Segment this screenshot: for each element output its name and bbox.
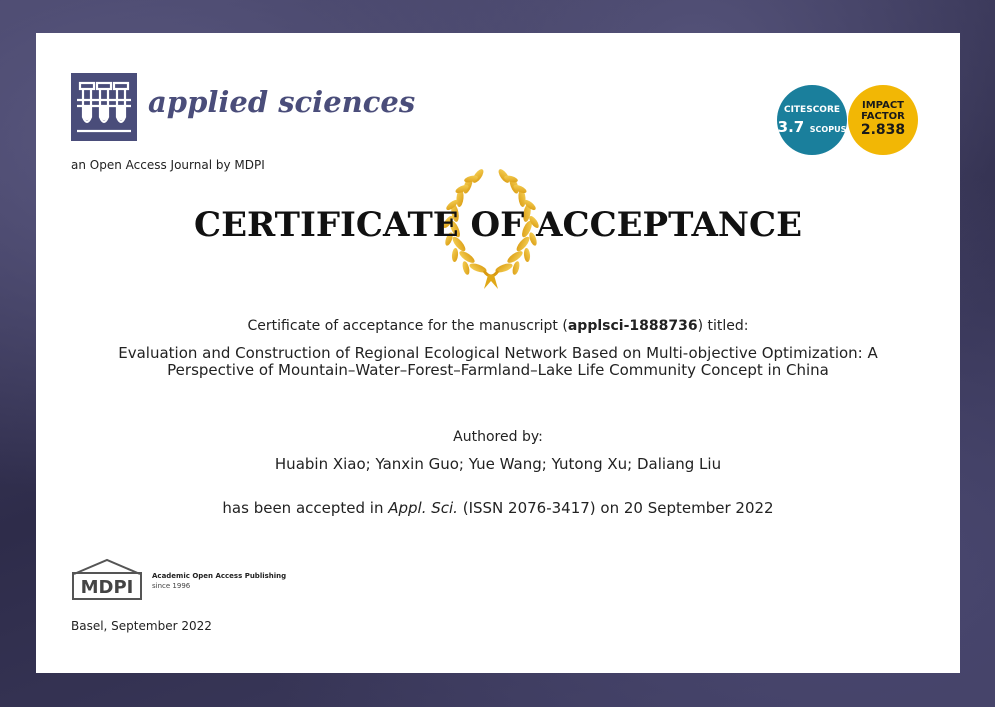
publisher-tagline: Academic Open Access Publishing bbox=[152, 572, 287, 580]
accepted-prefix: has been accepted in bbox=[222, 499, 389, 517]
authored-by-label: Authored by: bbox=[453, 429, 543, 445]
mdpi-logo-icon bbox=[70, 558, 144, 602]
mdpi-logo-text: MDPI bbox=[80, 577, 134, 598]
citescore-label: CITESCORE bbox=[783, 105, 841, 115]
citescore-value: 3.7 bbox=[777, 118, 805, 136]
certificate-card bbox=[36, 33, 960, 673]
author-list: Huabin Xiao; Yanxin Guo; Yue Wang; Yutong Xu; Daliang Liu bbox=[274, 455, 722, 473]
journal-subtitle: an Open Access Journal by MDPI bbox=[71, 158, 265, 172]
accepted-journal: Appl. Sci. bbox=[388, 499, 458, 517]
journal-logo-icon bbox=[71, 73, 137, 141]
paper-title: Evaluation and Construction of Regional Ecological Network Based on Multi-objective Optimization: A Perspective of Mountain–Water–Forest–Farmland–Lake Life Community Concept in China bbox=[118, 344, 878, 379]
impact-value: 2.838 bbox=[860, 122, 906, 138]
manuscript-line bbox=[96, 318, 900, 334]
journal-name: applied sciences bbox=[148, 85, 416, 119]
manuscript-prefix: Certificate of acceptance for the manuscript ( bbox=[247, 318, 568, 334]
manuscript-id: applsci-1888736 bbox=[567, 318, 698, 334]
certificate-title: CERTIFICATE OF ACCEPTANCE bbox=[194, 205, 802, 245]
accepted-suffix: (ISSN 2076-3417) on 20 September 2022 bbox=[457, 499, 774, 517]
place-date: Basel, September 2022 bbox=[71, 619, 212, 633]
acceptance-statement bbox=[96, 499, 900, 517]
impact-factor-badge bbox=[848, 85, 918, 155]
citescore-badge bbox=[777, 85, 847, 155]
impact-label-1: IMPACT bbox=[862, 100, 904, 111]
publisher-since: since 1996 bbox=[152, 582, 191, 590]
citescore-source: SCOPUS bbox=[809, 125, 847, 134]
manuscript-suffix: ) titled: bbox=[697, 318, 749, 334]
citescore-row bbox=[777, 117, 847, 136]
impact-label-2: FACTOR bbox=[861, 111, 905, 122]
